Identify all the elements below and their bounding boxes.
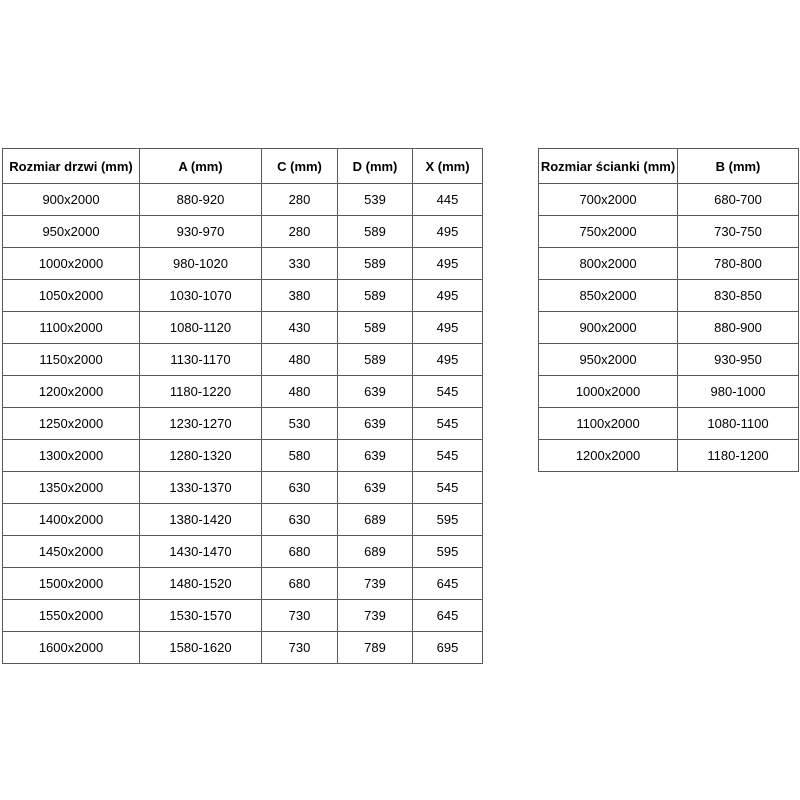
table-cell: 730 (262, 600, 338, 632)
table-cell: 830-850 (678, 280, 799, 312)
table-cell: 689 (338, 536, 413, 568)
header-cell: A (mm) (140, 149, 262, 184)
table-cell: 1100x2000 (3, 312, 140, 344)
table-row (3, 344, 483, 376)
table-cell: 595 (413, 504, 483, 536)
table-row (3, 472, 483, 504)
table-cell: 850x2000 (539, 280, 678, 312)
table-cell: 639 (338, 472, 413, 504)
table-row (3, 216, 483, 248)
table-row (3, 376, 483, 408)
table-cell: 530 (262, 408, 338, 440)
table-row (539, 216, 799, 248)
table-cell: 1430-1470 (140, 536, 262, 568)
table-cell: 1000x2000 (3, 248, 140, 280)
table-row (539, 280, 799, 312)
table-cell: 1600x2000 (3, 632, 140, 664)
table-cell: 730 (262, 632, 338, 664)
table-row (3, 280, 483, 312)
table-row (3, 568, 483, 600)
table-cell: 639 (338, 408, 413, 440)
table-cell: 730-750 (678, 216, 799, 248)
table-cell: 589 (338, 312, 413, 344)
table-cell: 695 (413, 632, 483, 664)
table-cell: 595 (413, 536, 483, 568)
table-cell: 1500x2000 (3, 568, 140, 600)
table-cell: 480 (262, 376, 338, 408)
table-cell: 639 (338, 376, 413, 408)
table-cell: 1180-1200 (678, 440, 799, 472)
table-cell: 1000x2000 (539, 376, 678, 408)
table-cell: 539 (338, 184, 413, 216)
table-cell: 645 (413, 568, 483, 600)
table-cell: 689 (338, 504, 413, 536)
header-cell: B (mm) (678, 149, 799, 184)
table-cell: 980-1020 (140, 248, 262, 280)
table-row (539, 248, 799, 280)
table-cell: 1530-1570 (140, 600, 262, 632)
table-cell: 589 (338, 344, 413, 376)
table-cell: 750x2000 (539, 216, 678, 248)
table-cell: 280 (262, 216, 338, 248)
door-sizes-table (2, 148, 483, 664)
table-cell: 1380-1420 (140, 504, 262, 536)
table-row (3, 504, 483, 536)
table-cell: 589 (338, 216, 413, 248)
table-cell: 1250x2000 (3, 408, 140, 440)
table-cell: 589 (338, 248, 413, 280)
table-cell: 1150x2000 (3, 344, 140, 376)
table-cell: 789 (338, 632, 413, 664)
table-cell: 1080-1100 (678, 408, 799, 440)
table-cell: 495 (413, 312, 483, 344)
table-cell: 495 (413, 248, 483, 280)
table-cell: 739 (338, 600, 413, 632)
table-cell: 930-950 (678, 344, 799, 376)
table-cell: 480 (262, 344, 338, 376)
table-cell: 495 (413, 216, 483, 248)
header-row (3, 149, 483, 184)
table-cell: 630 (262, 504, 338, 536)
table-cell: 880-900 (678, 312, 799, 344)
table-cell: 430 (262, 312, 338, 344)
table-cell: 545 (413, 440, 483, 472)
table-cell: 680-700 (678, 184, 799, 216)
table-cell: 700x2000 (539, 184, 678, 216)
table-cell: 1130-1170 (140, 344, 262, 376)
table-cell: 580 (262, 440, 338, 472)
table-cell: 780-800 (678, 248, 799, 280)
wall-sizes-table (538, 148, 799, 472)
table-row (3, 184, 483, 216)
table-cell: 1300x2000 (3, 440, 140, 472)
header-cell: C (mm) (262, 149, 338, 184)
table-cell: 645 (413, 600, 483, 632)
table-cell: 880-920 (140, 184, 262, 216)
table-cell: 680 (262, 536, 338, 568)
table-cell: 1480-1520 (140, 568, 262, 600)
table-row (539, 344, 799, 376)
header-cell: Rozmiar drzwi (mm) (3, 149, 140, 184)
table-cell: 900x2000 (3, 184, 140, 216)
table-cell: 1200x2000 (539, 440, 678, 472)
table-cell: 545 (413, 376, 483, 408)
table-cell: 1200x2000 (3, 376, 140, 408)
table-cell: 330 (262, 248, 338, 280)
header-cell: X (mm) (413, 149, 483, 184)
table-cell: 739 (338, 568, 413, 600)
table-cell: 1180-1220 (140, 376, 262, 408)
table-cell: 445 (413, 184, 483, 216)
table-cell: 280 (262, 184, 338, 216)
table-cell: 639 (338, 440, 413, 472)
table-cell: 545 (413, 408, 483, 440)
table-cell: 900x2000 (539, 312, 678, 344)
table-row (3, 632, 483, 664)
table-cell: 1350x2000 (3, 472, 140, 504)
table-cell: 1230-1270 (140, 408, 262, 440)
table-cell: 1550x2000 (3, 600, 140, 632)
table-cell: 1080-1120 (140, 312, 262, 344)
table-row (3, 312, 483, 344)
table-cell: 1580-1620 (140, 632, 262, 664)
table-cell: 1330-1370 (140, 472, 262, 504)
table-cell: 950x2000 (539, 344, 678, 376)
table-cell: 545 (413, 472, 483, 504)
table-cell: 1050x2000 (3, 280, 140, 312)
table-cell: 380 (262, 280, 338, 312)
table-cell: 680 (262, 568, 338, 600)
table-row (539, 376, 799, 408)
table-cell: 1400x2000 (3, 504, 140, 536)
table-row (539, 440, 799, 472)
table-row (539, 312, 799, 344)
table-cell: 950x2000 (3, 216, 140, 248)
table-cell: 630 (262, 472, 338, 504)
header-cell: Rozmiar ścianki (mm) (539, 149, 678, 184)
header-row (539, 149, 799, 184)
table-cell: 980-1000 (678, 376, 799, 408)
table-row (539, 184, 799, 216)
table-cell: 1280-1320 (140, 440, 262, 472)
table-cell: 1450x2000 (3, 536, 140, 568)
table-row (3, 440, 483, 472)
table-row (3, 408, 483, 440)
header-cell: D (mm) (338, 149, 413, 184)
table-row (539, 408, 799, 440)
table-cell: 800x2000 (539, 248, 678, 280)
table-row (3, 536, 483, 568)
table-cell: 1030-1070 (140, 280, 262, 312)
table-cell: 495 (413, 344, 483, 376)
table-cell: 1100x2000 (539, 408, 678, 440)
table-row (3, 600, 483, 632)
table-cell: 495 (413, 280, 483, 312)
table-cell: 930-970 (140, 216, 262, 248)
table-cell: 589 (338, 280, 413, 312)
table-row (3, 248, 483, 280)
